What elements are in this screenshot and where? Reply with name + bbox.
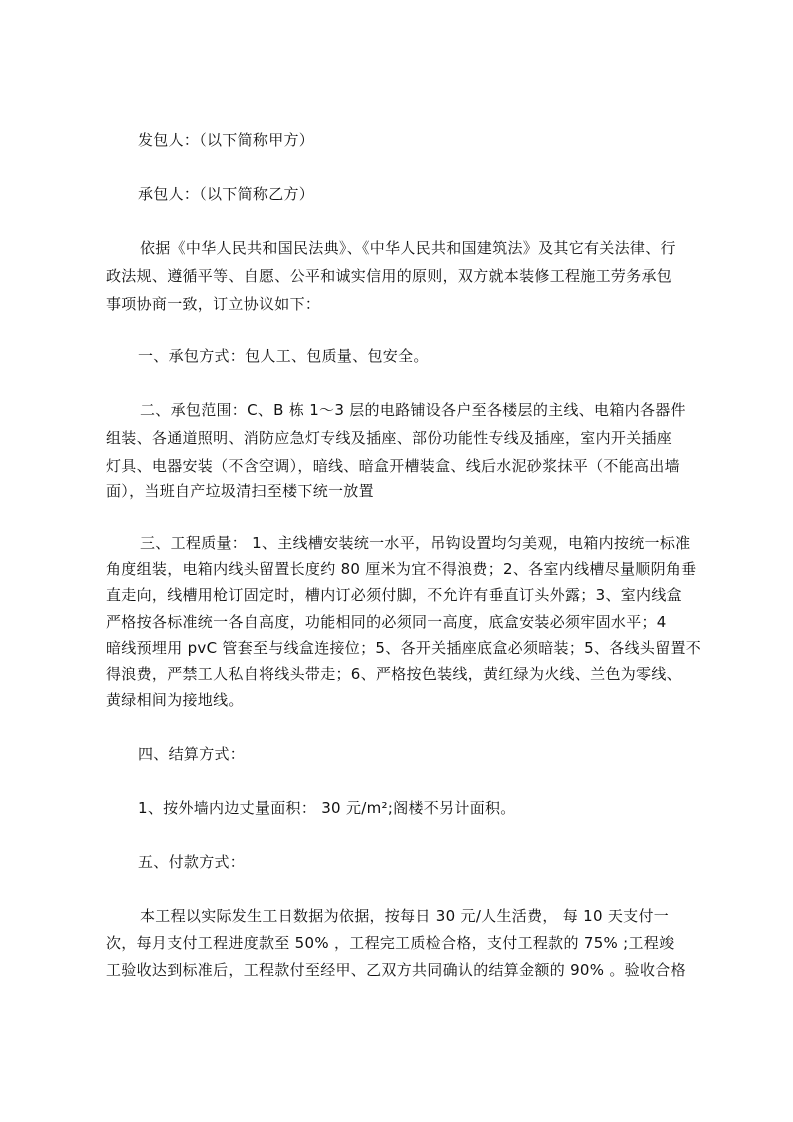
section-4-settlement-heading: 四、结算方式： — [138, 745, 246, 763]
section-3-quality-line-3: 直走向，线槽用枪订固定时，槽内订必须付脚，不允许有垂直订头外露；3、室内线盒 — [106, 586, 682, 604]
section-3-quality-line-1: 三、工程质量： 1、主线槽安装统一水平，吊钩设置均匀美观，电箱内按统一标准 — [140, 534, 691, 552]
section-5-payment-heading: 五、付款方式： — [138, 853, 246, 871]
section-3-quality-line-5: 暗线预埋用 pvC 管套至与线盒连接位；5、各开关插座底盒必须暗装；5、各线头留置不 — [106, 639, 702, 657]
preamble-line-1: 依据《中华人民共和国民法典》、《中华人民共和国建筑法》及其它有关法律、行 — [140, 239, 676, 257]
section-3-quality-line-7: 黄绿相间为接地线。 — [106, 691, 244, 709]
section-5-payment-line-3: 工验收达到标准后，工程款付至经甲、乙双方共同确认的结算金额的 90% 。验收合格 — [106, 961, 686, 979]
section-3-quality-line-4: 严格按各标准统一各自高度，功能相同的必须同一高度，底盒安装必须牢固水平；4 — [106, 613, 667, 631]
preamble-line-3: 事项协商一致，订立协议如下： — [106, 295, 321, 313]
section-2-scope-line-3: 灯具、电器安装（不含空调），暗线、暗盒开槽装盒、线后水泥砂浆抹平（不能高出墙 — [106, 457, 680, 475]
contractor-party-a-line: 发包人：（以下简称甲方） — [138, 131, 315, 149]
preamble-line-2: 政法规、遵循平等、自愿、公平和诚实信用的原则，双方就本装修工程施工劳务承包 — [106, 267, 673, 285]
section-3-quality-line-6: 得浪费，严禁工人私自将线头带走；6、严格按色装线，黄红绿为火线、兰色为零线、 — [106, 665, 682, 683]
section-3-quality-line-2: 角度组装，电箱内线头留置长度约 80 厘米为宜不得浪费；2、各室内线槽尽量顺阴角垂 — [106, 560, 697, 578]
section-2-scope-line-4: 面），当班自产垃圾清扫至楼下统一放置 — [106, 482, 374, 500]
section-2-scope-line-1: 二、承包范围：C、B 栋 1～3 层的电路铺设各户至各楼层的主线、电箱内各器件 — [140, 401, 686, 419]
section-1-contract-method: 一、承包方式：包人工、包质量、包安全。 — [138, 347, 429, 365]
section-2-scope-line-2: 组装、各通道照明、消防应急灯专线及插座、部份功能性专线及插座，室内开关插座 — [106, 429, 673, 447]
section-4-settlement-item-1: 1、按外墙内边丈量面积： 30 元/m²;阁楼不另计面积。 — [138, 799, 516, 817]
section-5-payment-line-1: 本工程以实际发生工日数据为依据，按每日 30 元/人生活费， 每 10 天支付一 — [140, 907, 670, 925]
contractor-party-b-line: 承包人：（以下简称乙方） — [138, 185, 315, 203]
section-5-payment-line-2: 次，每月支付工程进度款至 50% ，工程完工质检合格，支付工程款的 75% ;工程竣 — [106, 934, 675, 952]
